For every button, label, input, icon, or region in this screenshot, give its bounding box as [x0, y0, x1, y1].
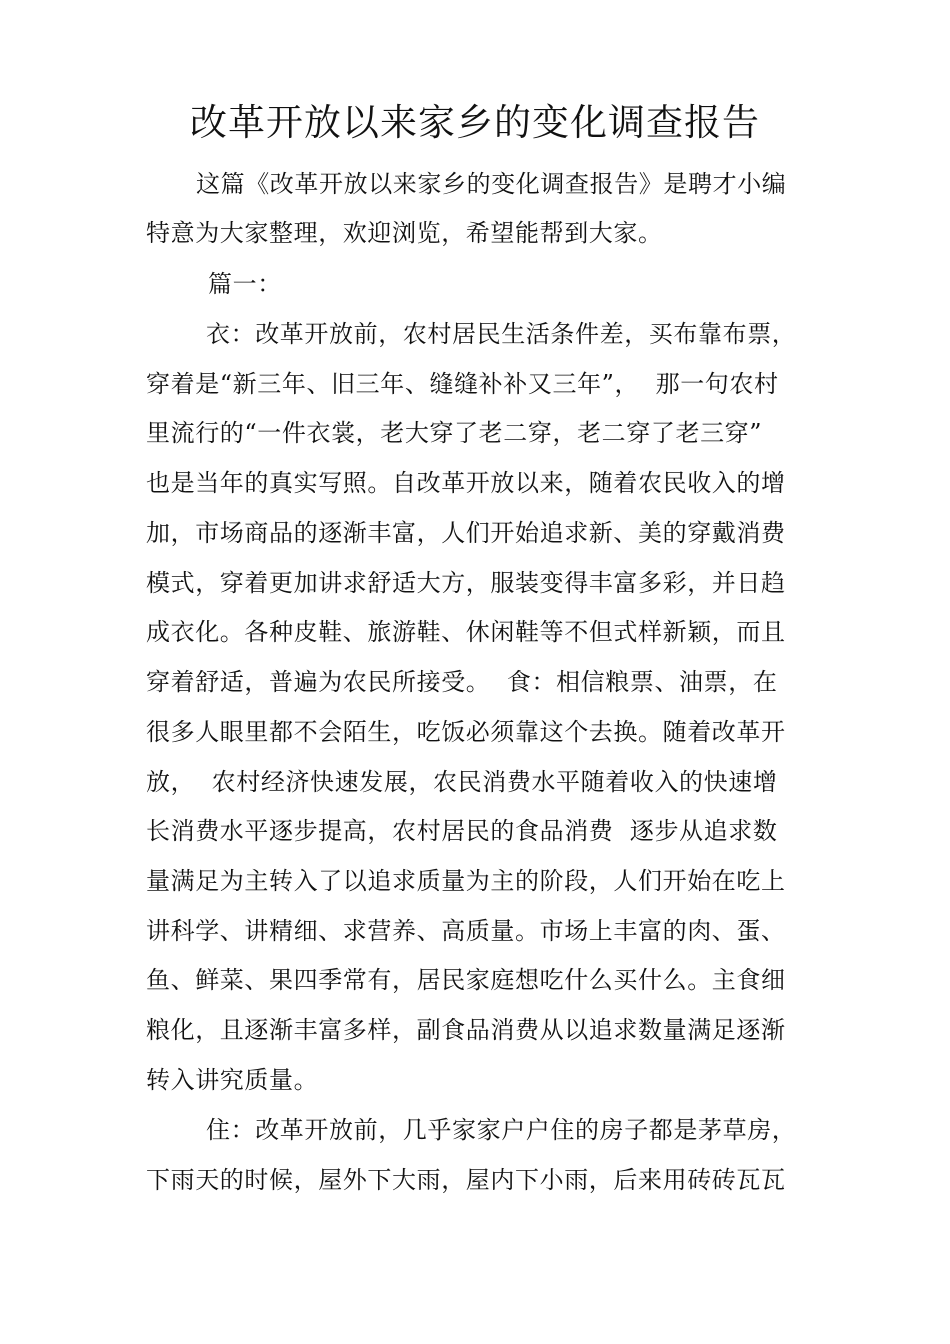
paragraph-line: 穿着舒适，普遍为农民所接受。 食：相信粮票、油票，在	[146, 668, 778, 696]
paragraph-line: 特意为大家整理，欢迎浏览，希望能帮到大家。	[146, 219, 663, 247]
paragraph-line: 这篇《改革开放以来家乡的变化调查报告》是聘才小编	[196, 170, 787, 198]
paragraph-line: 粮化，且逐渐丰富多样，副食品消费从以追求数量满足逐渐	[146, 1016, 786, 1044]
paragraph-line: 鱼、鲜菜、果四季常有，居民家庭想吃什么买什么。主食细	[146, 966, 786, 994]
paragraph-line: 里流行的“一件衣裳，老大穿了老二穿，老二穿了老三穿”	[146, 419, 763, 447]
paragraph-line: 讲科学、讲精细、求营养、高质量。市场上丰富的肉、蛋、	[146, 917, 786, 945]
paragraph-line: 住：改革开放前，几乎家家户户住的房子都是茅草房，	[206, 1116, 797, 1144]
paragraph-line: 也是当年的真实写照。自改革开放以来，随着农民收入的增	[146, 469, 786, 497]
document-title: 改革开放以来家乡的变化调查报告	[190, 101, 760, 144]
paragraph-line: 长消费水平逐步提高，农村居民的食品消费 逐步从追求数	[146, 817, 778, 845]
paragraph-line: 成衣化。各种皮鞋、旅游鞋、休闲鞋等不但式样新颖，而且	[146, 618, 786, 646]
paragraph-line: 下雨天的时候，屋外下大雨，屋内下小雨，后来用砖砖瓦瓦	[146, 1166, 786, 1194]
paragraph-line: 转入讲究质量。	[146, 1066, 319, 1094]
paragraph-line: 衣：改革开放前，农村居民生活条件差，买布靠布票，	[206, 320, 797, 348]
paragraph-line: 量满足为主转入了以追求质量为主的阶段，人们开始在吃上	[146, 867, 786, 895]
paragraph-line: 穿着是“新三年、旧三年、缝缝补补又三年”， 那一句农村	[146, 370, 779, 398]
paragraph-line: 模式，穿着更加讲求舒适大方，服装变得丰富多彩，并日趋	[146, 569, 786, 597]
paragraph-line: 很多人眼里都不会陌生，吃饭必须靠这个去换。随着改革开	[146, 718, 786, 746]
paragraph-line: 加，市场商品的逐渐丰富，人们开始追求新、美的穿戴消费	[146, 519, 786, 547]
section-heading: 篇一：	[208, 270, 282, 298]
paragraph-line: 放， 农村经济快速发展，农民消费水平随着收入的快速增	[146, 768, 778, 796]
